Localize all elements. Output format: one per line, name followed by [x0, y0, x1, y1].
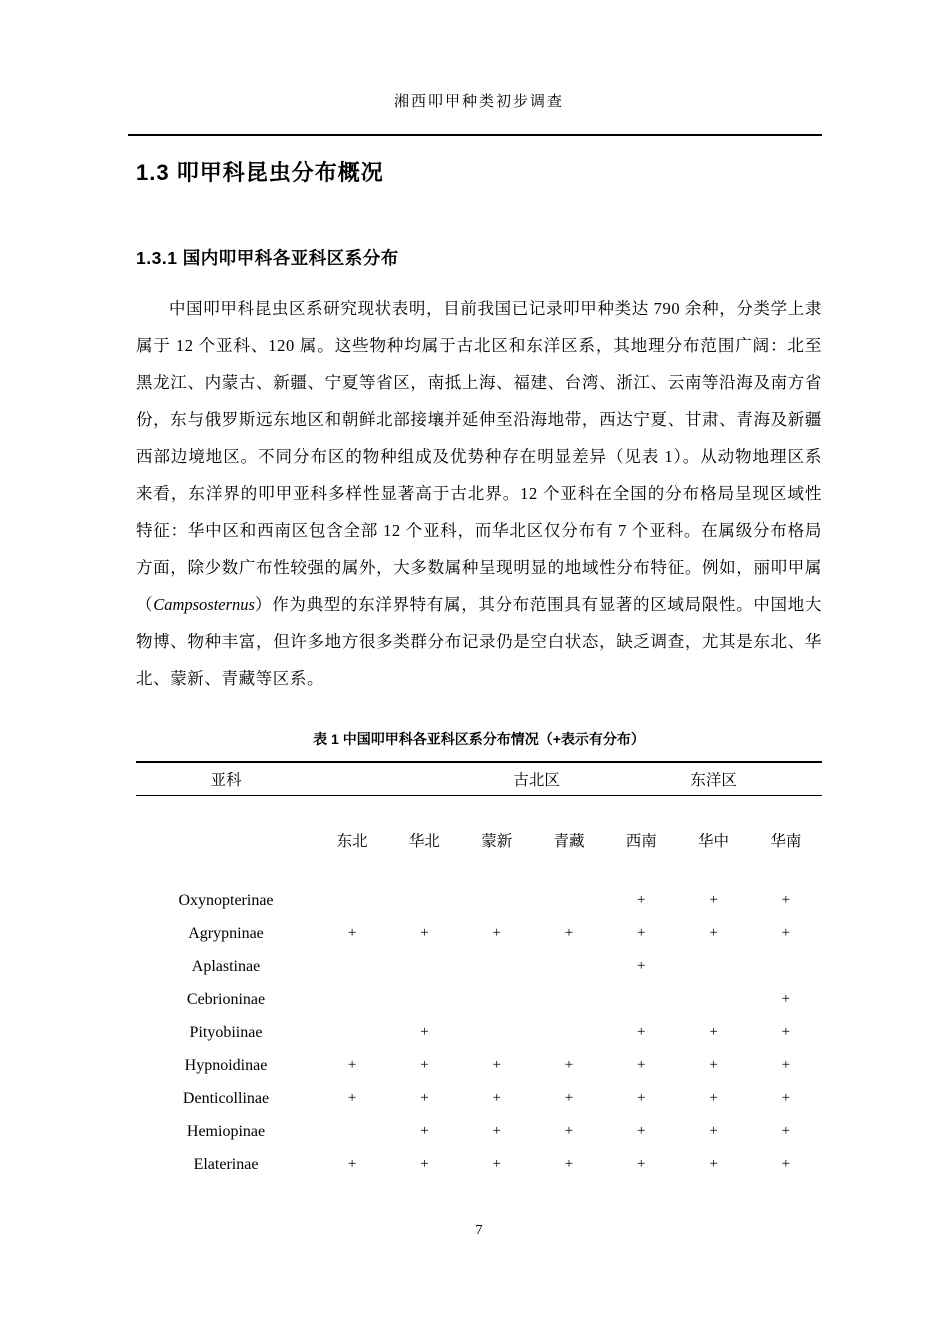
table-row	[136, 884, 822, 917]
distribution-mark: +	[709, 892, 718, 908]
table-row	[136, 1016, 822, 1049]
page-number: 7	[475, 1223, 483, 1238]
page-content	[136, 0, 822, 1239]
running-header: 湘西叩甲种类初步调查	[393, 94, 564, 110]
table-row	[136, 917, 822, 950]
table-row	[136, 983, 822, 1016]
subfamily-column-header: 亚科	[210, 772, 242, 789]
distribution-mark: +	[492, 1057, 501, 1073]
subsection-heading: 1.3.1 国内叩甲科各亚科区系分布	[136, 248, 399, 268]
column-header-central: 华中	[698, 833, 730, 850]
distribution-mark: +	[492, 1090, 501, 1106]
distribution-mark: +	[781, 991, 791, 1007]
distribution-mark: +	[781, 1123, 791, 1139]
distribution-mark: +	[781, 925, 791, 941]
table-row	[136, 1049, 822, 1082]
column-header-qingzang: 青藏	[553, 833, 585, 850]
distribution-mark: +	[564, 1057, 574, 1073]
section-heading: 1.3 叩甲科昆虫分布概况	[136, 160, 384, 185]
distribution-mark: +	[781, 1156, 791, 1172]
distribution-mark: +	[420, 1024, 429, 1040]
table-region-header-row	[136, 763, 822, 796]
distribution-table	[136, 761, 822, 1181]
distribution-mark: +	[347, 925, 357, 941]
distribution-mark: +	[709, 1057, 718, 1073]
distribution-mark: +	[347, 1057, 357, 1073]
distribution-mark: +	[492, 1123, 501, 1139]
table-row	[136, 950, 822, 983]
distribution-mark: +	[709, 1123, 718, 1139]
distribution-mark: +	[347, 1156, 357, 1172]
body-paragraph	[136, 290, 822, 697]
distribution-mark: +	[781, 1057, 791, 1073]
subfamily-name: Aplastinae	[191, 957, 261, 975]
table-row	[136, 1148, 822, 1181]
distribution-mark: +	[637, 1024, 646, 1040]
distribution-mark: +	[637, 958, 646, 974]
region-label-oriental: 东洋区	[690, 772, 737, 789]
table-subregion-header-row	[136, 796, 822, 884]
subfamily-name: Oxynopterinae	[178, 891, 274, 909]
column-header-northeast: 东北	[336, 833, 368, 850]
header-rule	[128, 134, 822, 136]
distribution-mark: +	[781, 1024, 791, 1040]
column-header-southwest: 西南	[625, 833, 657, 850]
distribution-mark: +	[637, 1156, 646, 1172]
distribution-mark: +	[564, 925, 574, 941]
distribution-mark: +	[420, 1156, 429, 1172]
distribution-mark: +	[637, 892, 646, 908]
paragraph-text-part2: ）作为典型的东洋界特有属，其分布范围具有显著的区域局限性。中国地大物博、物种丰富，但许多地方很多类群分布记录仍是空白状态，缺乏调查，尤其是东北、华北、蒙新、青藏等区系。	[136, 595, 822, 688]
table-caption: 表 1 中国叩甲科各亚科区系分布情况（+表示有分布）	[313, 731, 645, 747]
distribution-mark: +	[709, 925, 718, 941]
distribution-mark: +	[564, 1156, 574, 1172]
subfamily-name: Pityobiinae	[189, 1023, 263, 1041]
distribution-mark: +	[420, 925, 429, 941]
distribution-mark: +	[781, 1090, 791, 1106]
region-label-palearctic: 古北区	[513, 772, 560, 789]
column-header-mengxin: 蒙新	[481, 833, 513, 850]
distribution-mark: +	[709, 1156, 718, 1172]
column-header-north: 华北	[408, 833, 440, 850]
distribution-mark: +	[420, 1123, 429, 1139]
subfamily-name: Hypnoidinae	[184, 1056, 268, 1074]
table-row	[136, 1082, 822, 1115]
distribution-mark: +	[781, 892, 791, 908]
distribution-mark: +	[492, 1156, 501, 1172]
distribution-mark: +	[420, 1090, 429, 1106]
subfamily-name: Hemiopinae	[186, 1122, 266, 1140]
distribution-mark: +	[709, 1090, 718, 1106]
distribution-mark: +	[347, 1090, 357, 1106]
distribution-mark: +	[492, 925, 501, 941]
distribution-mark: +	[564, 1090, 574, 1106]
genus-name-italic: Campsosternus	[153, 595, 255, 614]
distribution-mark: +	[637, 1090, 646, 1106]
distribution-mark: +	[709, 1024, 718, 1040]
distribution-mark: +	[564, 1123, 574, 1139]
column-header-south: 华南	[770, 833, 802, 850]
subfamily-name: Agrypninae	[188, 924, 264, 942]
distribution-mark: +	[420, 1057, 429, 1073]
subfamily-name: Elaterinae	[193, 1155, 259, 1173]
table-row	[136, 1115, 822, 1148]
distribution-mark: +	[637, 925, 646, 941]
distribution-mark: +	[637, 1123, 646, 1139]
subfamily-name: Cebrioninae	[186, 990, 266, 1008]
table-body	[136, 884, 822, 1181]
subfamily-name: Denticollinae	[182, 1089, 270, 1107]
distribution-mark: +	[637, 1057, 646, 1073]
paragraph-text-part1: 中国叩甲科昆虫区系研究现状表明，目前我国已记录叩甲种类达 790 余种，分类学上隶属于 12 个亚科、120 属。这些物种均属于古北区和东洋区系，其地理分布范围广阔：北至黑龙江、内蒙古、新疆、宁夏等省区，南抵上海、福建、台湾、浙江、云南等沿海及南方省份，东与俄罗斯远东地区和朝鲜北部接壤并延伸至沿海地带，西达宁夏、甘肃、青海及新疆西部边境地区。不同分布区的物种组成及优势种存在明显差异（见表 1）。从动物地理区系来看，东洋界的叩甲亚科多样性显著高于古北界。12 个亚科在全国的分布格局呈现区域性特征：华中区和西南区包含全部 12 个亚科，而华北区仅分布有 7 个亚科。在属级分布格局方面，除少数广布性较强的属外，大多数属种呈现明显的地域性分布特征。例如，丽叩甲属（	[136, 299, 822, 614]
